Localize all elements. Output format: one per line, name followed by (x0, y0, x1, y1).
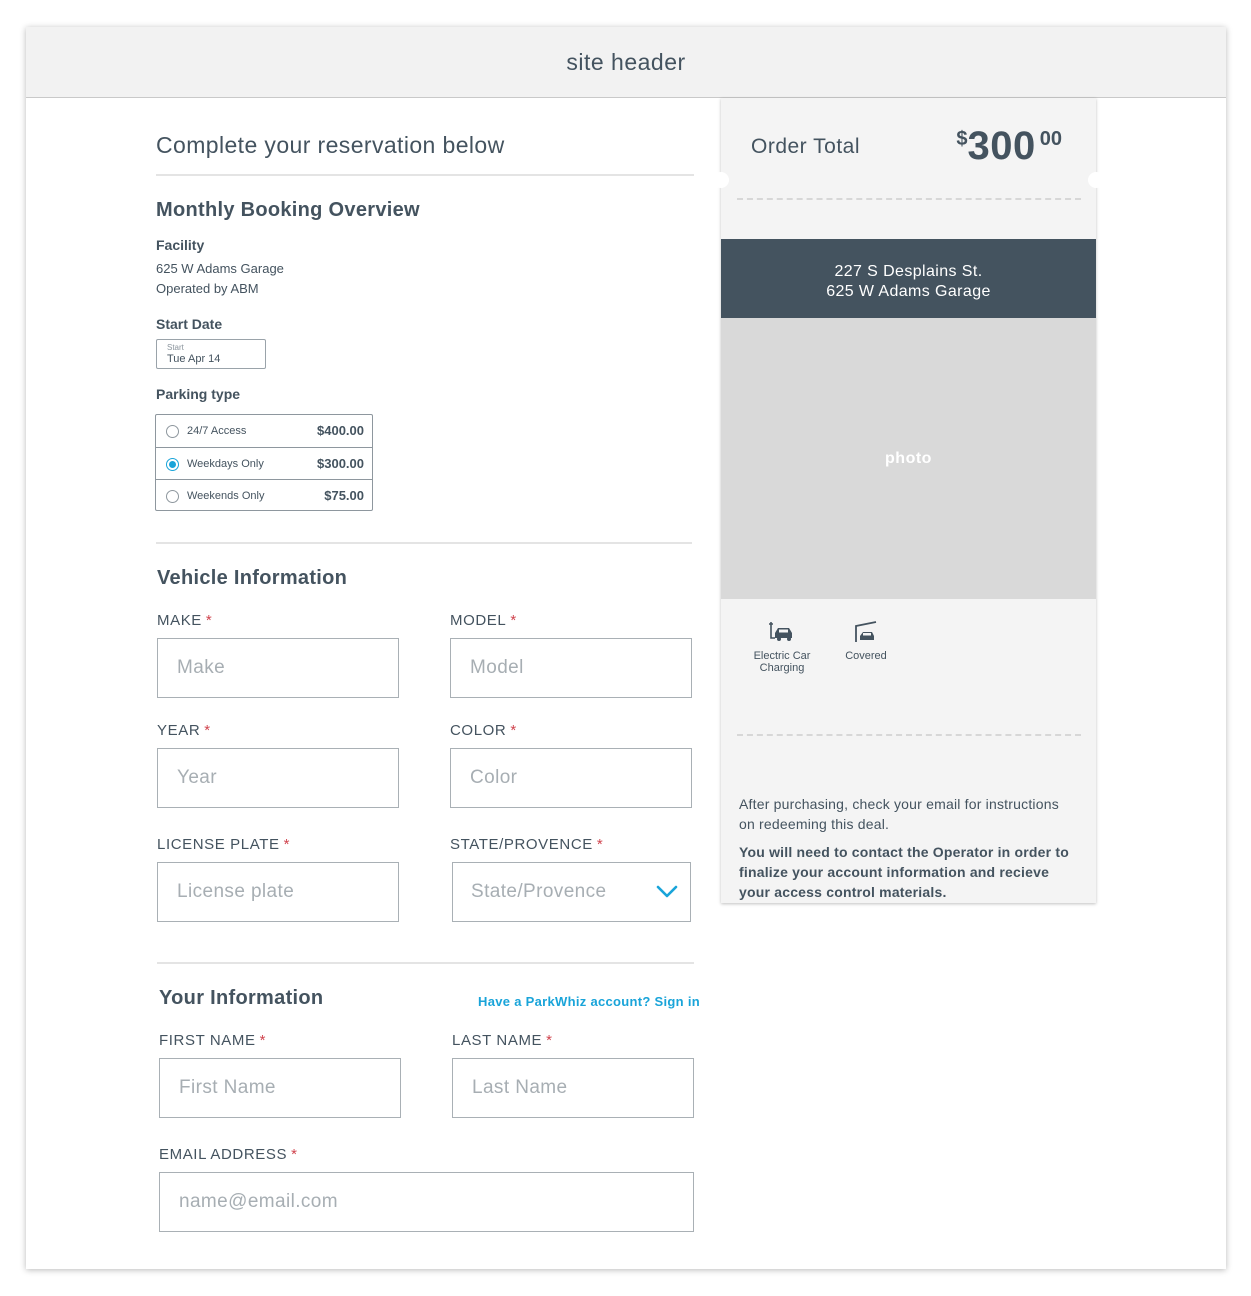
site-header (26, 27, 1226, 98)
page-frame (26, 27, 1226, 1269)
parking-option-24-7[interactable] (156, 415, 372, 447)
license-plate-label-text: LICENSE PLATE (157, 836, 280, 853)
overview-title: Monthly Booking Overview (156, 199, 420, 221)
email-label (159, 1146, 298, 1163)
model-label-text: MODEL (450, 612, 507, 629)
order-total-cents: 00 (1039, 128, 1062, 150)
last-name-label (452, 1032, 553, 1049)
year-input[interactable] (157, 748, 399, 808)
license-plate-input[interactable] (157, 862, 399, 922)
email-label-text: EMAIL ADDRESS (159, 1146, 288, 1163)
required-mark: * (510, 612, 517, 629)
location-photo (721, 318, 1096, 599)
parking-option-price: $75.00 (324, 488, 364, 503)
first-name-input[interactable] (159, 1058, 401, 1118)
required-mark: * (510, 722, 517, 739)
year-label (157, 722, 211, 739)
make-label-text: MAKE (157, 612, 202, 629)
make-label (157, 612, 212, 629)
last-name-input[interactable] (452, 1058, 694, 1118)
location-address: 227 S Desplains St. (834, 263, 983, 280)
radio-button-selected[interactable] (166, 458, 179, 471)
vehicle-info-title: Vehicle Information (157, 567, 348, 589)
facility-operator: Operated by ABM (156, 281, 259, 296)
required-mark: * (205, 612, 213, 629)
required-mark: * (596, 836, 604, 853)
color-label-text: COLOR (450, 722, 507, 739)
start-date-picker[interactable] (156, 339, 266, 369)
amenity-label: Charging (759, 662, 805, 674)
your-info-title: Your Information (159, 987, 324, 1009)
parking-option-name: 24/7 Access (187, 425, 247, 437)
photo-placeholder-label: photo (885, 449, 932, 467)
order-total-section (721, 98, 1096, 193)
covered-parking-icon (852, 620, 880, 644)
start-date-caption: Start (167, 343, 184, 352)
sign-in-link[interactable]: Have a ParkWhiz account? Sign in (478, 994, 700, 1009)
facility-name: 625 W Adams Garage (156, 261, 284, 276)
page-title: Complete your reservation below (156, 132, 505, 158)
parking-option-price: $300.00 (317, 456, 364, 471)
order-summary-panel (721, 98, 1096, 903)
divider (157, 962, 694, 964)
required-mark: * (204, 722, 211, 739)
first-name-label (159, 1032, 266, 1049)
divider (156, 542, 692, 544)
state-select[interactable] (452, 862, 691, 922)
facility-label: Facility (156, 237, 205, 253)
amenity-label: Electric Car (753, 650, 811, 662)
order-total-currency: $ (956, 128, 968, 150)
last-name-label-text: LAST NAME (452, 1032, 543, 1049)
parking-option-weekends[interactable] (156, 479, 372, 511)
operator-note: You will need to contact the Operator in order to finalize your account information and recieve your access control materials. (739, 844, 1070, 900)
ticket-notch (713, 172, 729, 188)
purchase-note: After purchasing, check your email for instructions on redeeming this deal. (739, 796, 1059, 832)
dashed-divider (737, 198, 1081, 200)
start-date-value: Tue Apr 14 (167, 353, 221, 365)
email-input[interactable] (159, 1172, 694, 1232)
start-date-label: Start Date (156, 316, 223, 332)
chevron-down-icon (656, 883, 678, 899)
state-label-text: STATE/PROVENCE (450, 836, 593, 853)
ticket-notch (1088, 172, 1104, 188)
electric-car-icon (768, 620, 796, 644)
dashed-divider (737, 734, 1081, 736)
license-plate-label (157, 836, 290, 853)
state-label (450, 836, 603, 853)
parking-option-name: Weekdays Only (187, 458, 264, 470)
location-garage: 625 W Adams Garage (826, 283, 991, 300)
amenity-electric-charging (747, 620, 817, 674)
color-input[interactable] (450, 748, 692, 808)
location-band (721, 239, 1096, 318)
parking-type-list (155, 414, 373, 511)
parking-option-name: Weekends Only (187, 490, 265, 502)
state-select-placeholder: State/Provence (471, 881, 607, 902)
radio-button[interactable] (166, 425, 179, 438)
parking-type-label: Parking type (156, 386, 241, 402)
site-header-title: site header (566, 48, 686, 75)
divider (156, 174, 694, 176)
amenity-label: Covered (845, 650, 887, 662)
order-total-amount: 300 (967, 124, 1036, 168)
first-name-label-text: FIRST NAME (159, 1032, 256, 1049)
required-mark: * (291, 1146, 298, 1163)
order-total-price (956, 124, 1062, 169)
required-mark: * (283, 836, 291, 853)
model-label (450, 612, 517, 629)
amenity-covered (831, 620, 901, 662)
color-label (450, 722, 517, 739)
model-input[interactable] (450, 638, 692, 698)
radio-button[interactable] (166, 490, 179, 503)
make-input[interactable] (157, 638, 399, 698)
order-total-label: Order Total (751, 135, 860, 158)
parking-option-weekdays[interactable] (156, 447, 372, 479)
parking-option-price: $400.00 (317, 423, 364, 438)
year-label-text: YEAR (157, 722, 201, 739)
required-mark: * (259, 1032, 267, 1049)
required-mark: * (546, 1032, 553, 1049)
